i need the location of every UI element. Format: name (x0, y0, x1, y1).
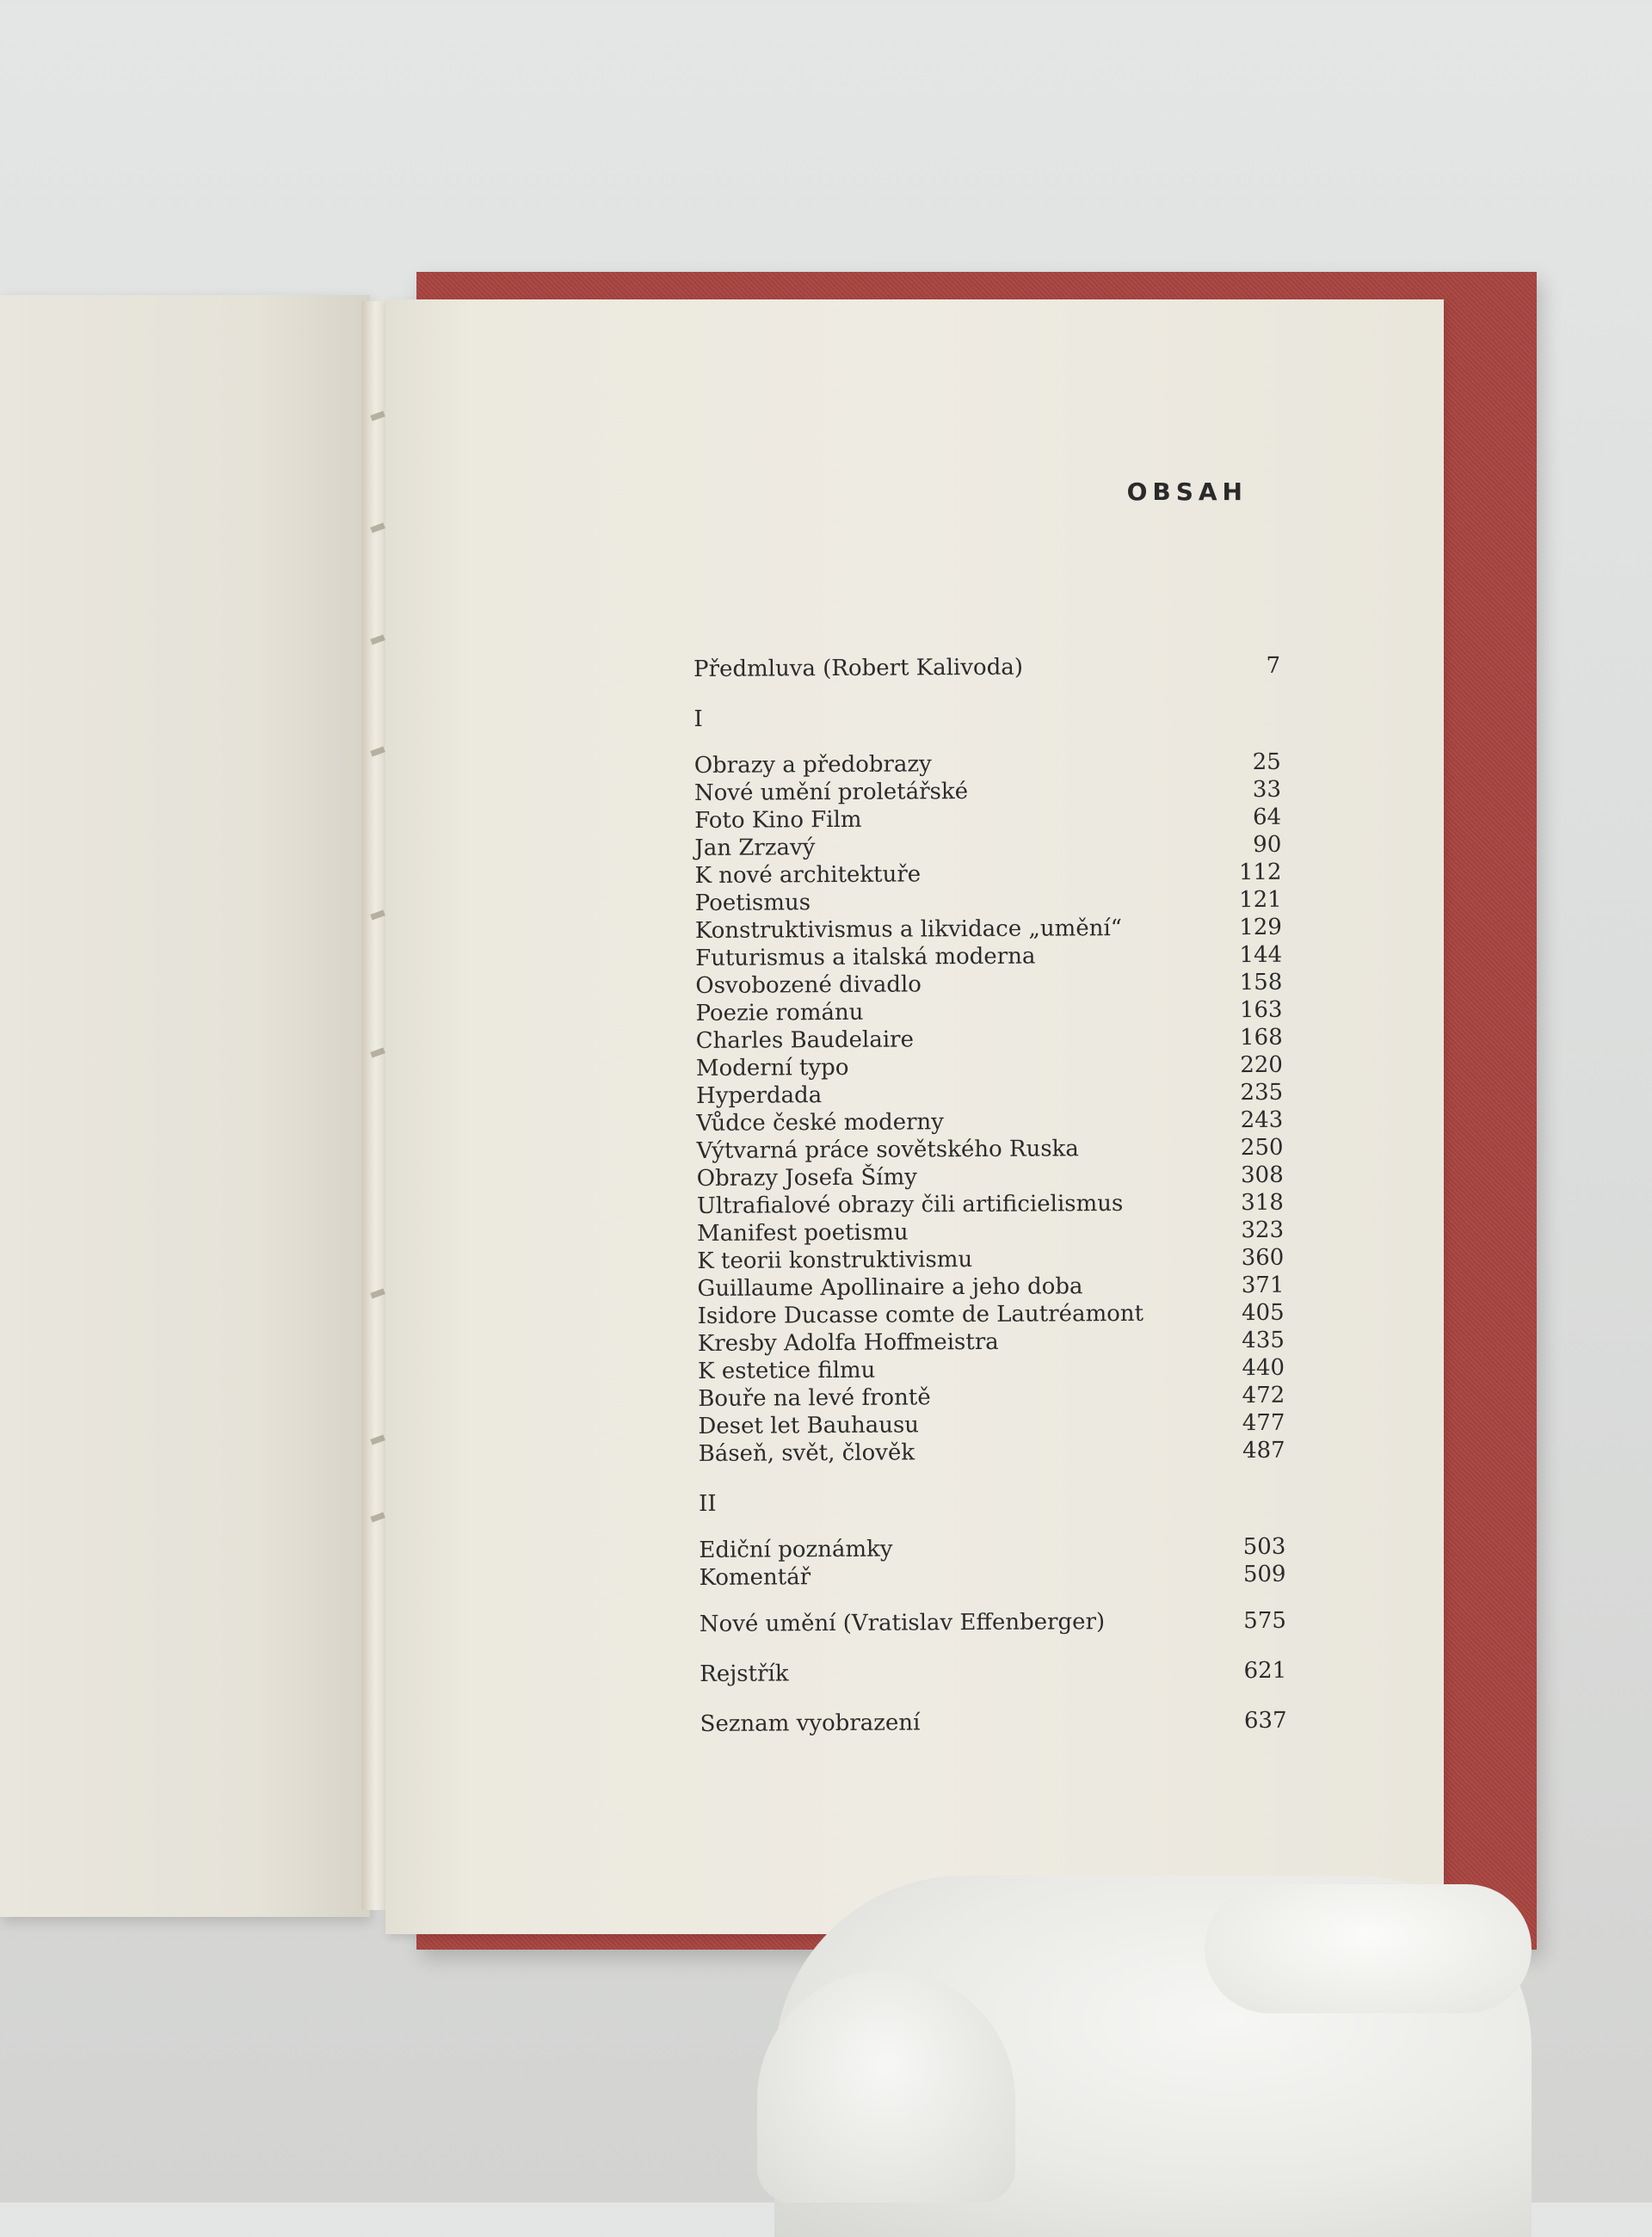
glove-finger (1205, 1884, 1532, 2013)
toc-entry-page: 308 (1240, 1162, 1284, 1189)
left-page (0, 295, 370, 1917)
toc-entry (698, 1354, 1285, 1385)
part-one-entries (694, 749, 1285, 1468)
toc-entry (698, 1409, 1285, 1440)
part-two-entries (699, 1533, 1285, 1592)
table-of-contents (693, 652, 1287, 1738)
toc-entry (695, 886, 1282, 917)
toc-entry-title: Seznam vyobrazení (700, 1710, 921, 1737)
part-label: I (693, 706, 703, 732)
toc-entry-title: Futurismus a italská moderna (695, 943, 1036, 971)
toc-entry-title: Isidore Ducasse comte de Lautréamont (697, 1300, 1144, 1329)
toc-entry-title: Osvobozené divadlo (695, 971, 922, 999)
toc-entry-title: Charles Baudelaire (695, 1026, 915, 1054)
toc-entry (698, 1327, 1285, 1358)
toc-entry-page: 144 (1239, 941, 1283, 969)
toc-entry (694, 749, 1281, 780)
toc-entry-page: 487 (1242, 1437, 1285, 1464)
part-label: II (698, 1490, 717, 1517)
toc-entry (696, 1024, 1283, 1055)
toc-entry-page: 90 (1253, 831, 1282, 859)
toc-entry (699, 1437, 1285, 1468)
toc-entry-page: 435 (1242, 1327, 1285, 1354)
toc-entry-page: 33 (1252, 776, 1282, 804)
toc-entry-page: 637 (1243, 1707, 1287, 1735)
toc-entry-title: Kresby Adolfa Hoffmeistra (697, 1328, 999, 1357)
contents-heading: OBSAH (1126, 478, 1248, 506)
toc-entry (695, 996, 1282, 1027)
toc-entry (697, 1189, 1284, 1220)
toc-entry (700, 1657, 1286, 1688)
toc-entry-title: Bouře na levé frontě (698, 1384, 931, 1412)
toc-entry-title: K estetice filmu (697, 1357, 876, 1384)
toc-entry-title: K teorii konstruktivismu (697, 1247, 973, 1274)
toc-entry (694, 804, 1281, 835)
toc-entry-page: 509 (1242, 1561, 1286, 1588)
toc-entry (698, 1299, 1285, 1330)
toc-entry (696, 1134, 1283, 1165)
toc-entry-page: 503 (1242, 1533, 1286, 1561)
toc-entry (696, 1079, 1283, 1110)
toc-entry-page: 318 (1241, 1189, 1284, 1217)
toc-entry (694, 859, 1281, 890)
toc-entry-title: K nové architektuře (694, 861, 922, 889)
toc-entry-title: Ediční poznámky (699, 1536, 893, 1563)
toc-entry (699, 1533, 1285, 1564)
toc-entry-page: 250 (1240, 1134, 1284, 1162)
toc-entry-title: Báseň, svět, člověk (698, 1439, 915, 1467)
toc-entry-title: Předmluva (Robert Kalivoda) (693, 654, 1024, 682)
toc-entry-title: Poezie románu (695, 999, 864, 1026)
toc-entry-page: 64 (1252, 804, 1282, 831)
toc-entry (694, 776, 1281, 807)
toc-entry (695, 969, 1282, 1000)
toc-entry (696, 1106, 1283, 1137)
toc-entry-title: Jan Zrzavý (694, 835, 816, 861)
toc-entry-page: 129 (1239, 914, 1283, 941)
toc-entry-page: 405 (1241, 1299, 1285, 1327)
toc-entry-page: 25 (1252, 749, 1281, 776)
toc-entry-page: 621 (1243, 1657, 1287, 1685)
toc-entry-title: Nové umění proletářské (693, 779, 969, 806)
toc-entry-title: Moderní typo (695, 1054, 849, 1082)
toc-entry-page: 575 (1243, 1607, 1286, 1635)
toc-entry-page: 158 (1239, 969, 1283, 996)
toc-entry-title: Rejstřík (700, 1661, 789, 1687)
toc-entry-page: 220 (1240, 1051, 1284, 1079)
toc-entry-page: 168 (1239, 1024, 1283, 1051)
toc-entry-page: 440 (1242, 1354, 1285, 1382)
toc-entry-title: Manifest poetismu (697, 1219, 909, 1247)
toc-entry-page: 323 (1241, 1217, 1285, 1244)
toc-entry-title: Vůdce české moderny (696, 1109, 945, 1137)
toc-entry (697, 1162, 1284, 1192)
toc-entry (700, 1607, 1286, 1638)
toc-entry-page: 112 (1238, 859, 1282, 886)
toc-entry-page: 477 (1242, 1409, 1285, 1437)
toc-entry (698, 1382, 1285, 1413)
toc-entry-title: Nové umění (Vratislav Effenberger) (699, 1609, 1106, 1637)
toc-entry (695, 941, 1282, 972)
toc-entry (695, 914, 1282, 945)
toc-entry-page: 121 (1239, 886, 1282, 914)
toc-entry-title: Foto Kino Film (694, 806, 862, 834)
toc-entry (694, 831, 1281, 862)
toc-entry-title: Guillaume Apollinaire a jeho doba (697, 1273, 1083, 1302)
toc-entry (693, 652, 1280, 683)
toc-entry (699, 1561, 1285, 1592)
toc-entry-page: 243 (1240, 1106, 1284, 1134)
toc-entry (697, 1244, 1284, 1275)
toc-entry-page: 7 (1266, 652, 1281, 679)
toc-entry-title: Obrazy Josefa Šímy (696, 1164, 918, 1192)
toc-entry-page: 235 (1240, 1079, 1284, 1106)
toc-entry-page: 163 (1239, 996, 1283, 1024)
toc-entry-title: Deset let Bauhausu (698, 1412, 920, 1439)
toc-entry-title: Komentář (699, 1564, 811, 1591)
toc-entry-title: Ultrafialové obrazy čili artificielismus (696, 1190, 1124, 1219)
toc-entry-page: 371 (1241, 1272, 1285, 1299)
toc-entry (700, 1707, 1286, 1738)
toc-entry-page: 472 (1242, 1382, 1285, 1409)
toc-entry-title: Poetismus (694, 890, 811, 916)
toc-entry-title: Obrazy a předobrazy (693, 751, 932, 779)
toc-entry-title: Konstruktivismus a likvidace „umění“ (694, 915, 1123, 944)
toc-entry (697, 1272, 1284, 1303)
toc-entry-page: 360 (1241, 1244, 1285, 1272)
toc-entry-title: Hyperdada (696, 1082, 823, 1109)
toc-entry (696, 1051, 1283, 1082)
toc-entry (697, 1217, 1284, 1248)
toc-entry-title: Výtvarná práce sovětského Ruska (696, 1136, 1079, 1164)
